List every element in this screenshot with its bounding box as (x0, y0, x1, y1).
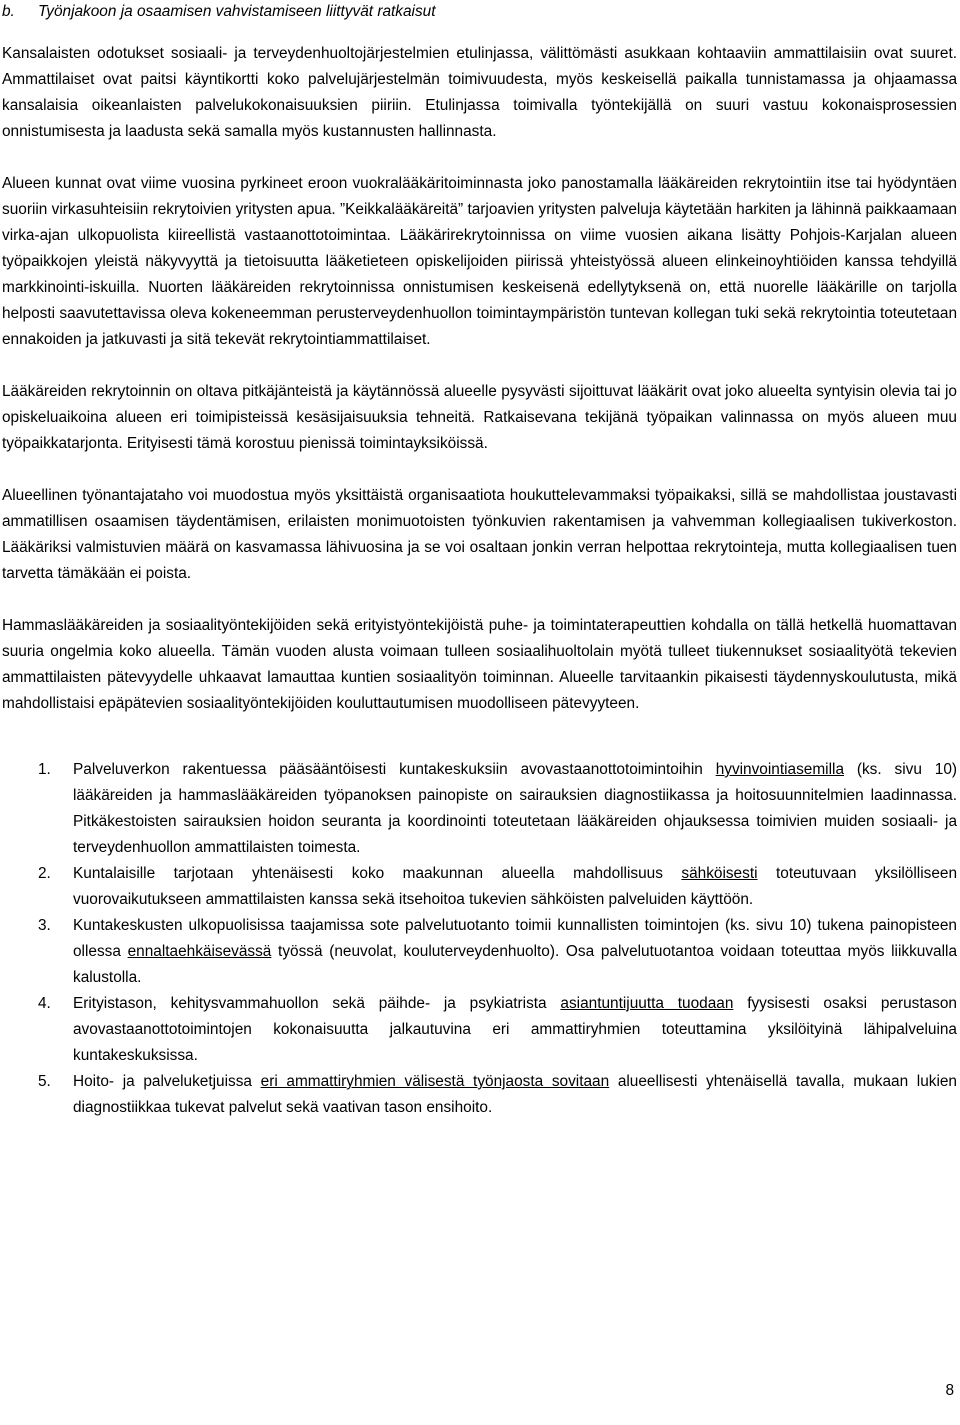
list-item (2, 991, 957, 1069)
section-title: Työnjakoon ja osaamisen vahvistamiseen liittyvät ratkaisut (38, 3, 436, 20)
list-item-number: 5. (38, 1073, 51, 1090)
list-item (2, 757, 957, 861)
document-page (2, 0, 957, 1121)
list-item (2, 913, 957, 991)
list-item-text: alueellisesti yhtenäisellä tavalla, mukaan lukien diagnostiikkaa tukevat palvelut sekä vaativan tason ensihoito. (73, 1073, 957, 1116)
list-item-text: Kuntalaisille tarjotaan yhtenäisesti koko maakunnan alueella mahdollisuus (73, 865, 682, 882)
list-item (2, 861, 957, 913)
list-item-text: työssä (neuvolat, kouluterveydenhuolto). Osa palvelutuotantoa voidaan toteuttaa myös liikkuvalla kalustolla. (73, 943, 958, 986)
list-item-link[interactable]: ennaltaehkäisevässä (127, 943, 272, 960)
list-item-number: 3. (38, 917, 51, 934)
list-item-number: 1. (38, 761, 51, 778)
list-item-number: 2. (38, 865, 51, 882)
list-item (2, 1069, 957, 1121)
list-item-text: Erityistason, kehitysvammahuollon sekä päihde- ja psykiatrista (73, 995, 561, 1012)
list-item-text: toteutuvaan yksilölliseen vuorovaikutukseen ammattilaisten kanssa sekä itsehoitoa tukevien sähköisten palveluiden käyttöön. (73, 865, 957, 908)
list-item-link[interactable]: eri ammattiryhmien välisestä työnjaosta sovitaan (260, 1073, 610, 1090)
paragraph-3: Lääkäreiden rekrytoinnin on oltava pitkäjänteistä ja käytännössä alueelle pysyvästi sijoittuvat lääkärit ovat joko alueelta syntyisin olevia tai jo opiskeluaikoina alueen eri toimipisteissä kesäsijaisuuksia tehneitä. Ratkaisevana tekijänä työpaikan valinnassa on myös alueen muu työpaikkatarjonta. Erityisesti tämä korostuu pienissä toimintayksiköissä. (2, 383, 957, 452)
list-item-text: Kuntakeskusten ulkopuolisissa taajamissa sote palvelutuotanto toimii kunnallisten toimintojen (ks. sivu 10) tukena painopisteen ollessa (73, 917, 957, 960)
list-item-link[interactable]: sähköisesti (681, 865, 758, 882)
list-item-text: fyysisesti osaksi perustason avovastaanottotoimintojen kokonaisuutta jalkautuvina eri ammattiryhmien toteuttamina yksilöityinä lähipalveluina kuntakeskuksissa. (73, 995, 957, 1064)
list-item-text: Palveluverkon rakentuessa pääsääntöisesti kuntakeskuksiin avovastaanottotoimintoihin (73, 761, 716, 778)
list-item-link[interactable]: asiantuntijuutta tuodaan (560, 995, 734, 1012)
page-number: 8 (945, 1382, 954, 1399)
list-item-number: 4. (38, 995, 51, 1012)
list-item-link[interactable]: hyvinvointiasemilla (715, 761, 844, 778)
list-item-text: Hoito- ja palveluketjuissa (73, 1073, 261, 1090)
numbered-list (2, 757, 957, 1121)
paragraph-2: Alueen kunnat ovat viime vuosina pyrkineet eroon vuokralääkäritoiminnasta joko panostamalla lääkäreiden rekrytointiin itse tai hyödyntäen suoriin virkasuhteisiin rekrytoivien yritysten apua. ”Keikkalääkäreitä” tarjoavien yritysten palveluja käytetään harkiten ja lähinnä paikkaamaan virka-ajan ulkopuolista kiireellistä vastaanottotoimintaa. Lääkärirekrytoinnissa on viime vuosien aikana lisätty Pohjois-Karjalan alueen työpaikkojen yleistä näkyvyyttä ja tietoisuutta lääketieteen opiskelijoiden piirissä yhteistyössä alueen elinkeinoyhtiöiden kanssa tehdyillä markkinointi-iskuilla. Nuorten lääkäreiden rekrytoinnissa onnistumisen keskeisenä edellytyksenä on, että nuorelle lääkärille on tarjolla helposti saavutettavissa oleva kokeneemman perusterveydenhuollon toimintaympäristön tuntevan kollegan tuki sekä rekrytointia toteutetaan ennakoiden ja jatkuvasti ja sitä tekevät rekrytointiammattilaiset. (2, 175, 957, 348)
paragraph-4: Alueellinen työnantajataho voi muodostua myös yksittäistä organisaatiota houkuttelevammaksi työpaikaksi, sillä se mahdollistaa joustavasti ammatillisen osaamisen täydentämisen, erilaisten monimuotoisten työnkuvien rakentamisen ja vahvemman kollegiaalisen tukiverkoston. Lääkäriksi valmistuvien määrä on kasvamassa lähivuosina ja se voi osaltaan jonkin verran helpottaa rekrytointeja, mutta kollegiaalisen tuen tarvetta tämäkään ei poista. (2, 487, 957, 582)
paragraph-1: Kansalaisten odotukset sosiaali- ja terveydenhuoltojärjestelmien etulinjassa, välittömästi asukkaan kohtaaviin ammattilaisiin ovat suuret. Ammattilaiset ovat paitsi käyntikortti koko palvelujärjestelmän toimivuudesta, myös keskeisellä paikalla tunnistamassa ja ohjaamassa kansalaisia oikeanlaisten palvelukokonaisuuksien piiriin. Etulinjassa toimivalla työntekijällä on suuri vastuu kokonaisprosessien onnistumisesta ja laadusta sekä samalla myös kustannusten hallinnasta. (2, 45, 957, 140)
paragraph-5: Hammaslääkäreiden ja sosiaalityöntekijöiden sekä erityistyöntekijöistä puhe- ja toimintaterapeuttien kohdalla on tällä hetkellä huomattavan suuria ongelmia koko alueella. Tämän vuoden alusta voimaan tulleen sosiaalihuoltolain myötä tulleet tiukennukset sosiaalityötä tekevien ammattilaisten pätevyydelle uhkaavat lamauttaa kuntien sosiaalityön toiminnan. Alueelle tarvitaankin pikaisesti täydennyskoulutusta, mikä mahdollistaisi epäpätevien sosiaalityöntekijöiden kouluttautumisen muodolliseen pätevyyteen. (2, 617, 957, 712)
list-item-text: (ks. sivu 10) lääkäreiden ja hammaslääkäreiden työpanoksen painopiste on sairauksien diagnostiikassa ja hoitosuunnitelmien laadinnassa. Pitkäkestoisten sairauksien hoidon seuranta ja koordinointi toteutetaan lääkäreiden ohjauksessa toimivien muiden sosiaali- ja terveydenhuollon ammattilaisten toimesta. (73, 761, 958, 856)
section-heading (2, 0, 957, 24)
section-letter: b. (2, 3, 15, 20)
